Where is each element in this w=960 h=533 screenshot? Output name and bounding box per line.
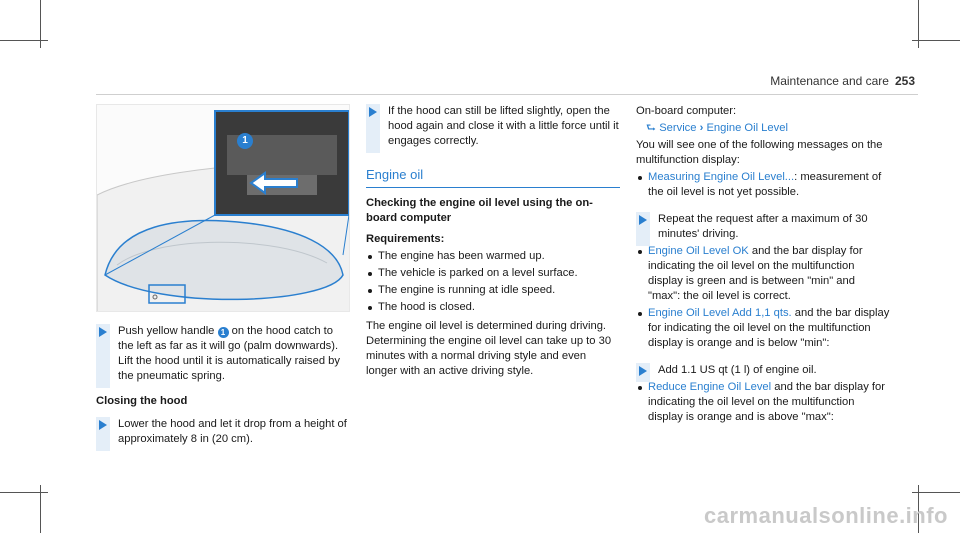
step-text: If the hood can still be lifted slightly, open the hood again and close it with a little force until it engages correctly. [388, 105, 619, 147]
message-item [636, 170, 890, 200]
section-title: Engine oil [366, 167, 620, 188]
display-message: Engine Oil Level OK [648, 245, 749, 257]
crop-mark [0, 492, 48, 493]
section-name: Maintenance and care [770, 74, 889, 88]
instruction-step [96, 324, 350, 384]
task-heading: Checking the engine oil level using the on-board computer [366, 197, 593, 224]
message-item [636, 306, 890, 351]
step-arrow-icon [639, 215, 647, 225]
crop-mark [912, 40, 960, 41]
step-text: on the hood catch to the left as far as it will go (palm downwards). Lift the hood until it is automatically raised by the pneumatic spring. [118, 325, 341, 382]
requirement-item: The hood is closed. [366, 300, 620, 315]
message-text: and the bar display for indicating the oil level on the multifunction display is orange and is above "max": [648, 381, 885, 423]
page-number: 253 [894, 74, 915, 88]
step-text: Lower the hood and let it drop from a height of approximately 8 in (20 cm). [118, 418, 347, 445]
header-divider [96, 94, 918, 95]
step-text: Repeat the request after a maximum of 30 minutes' driving. [658, 213, 868, 240]
step-arrow-icon [99, 327, 107, 337]
menu-service: Service [659, 122, 697, 134]
step-arrow-icon [369, 107, 377, 117]
step-arrow-icon [99, 420, 107, 430]
requirement-item: The vehicle is parked on a level surface. [366, 266, 620, 281]
requirements-label: Requirements: [366, 233, 445, 245]
crop-mark [912, 492, 960, 493]
message-item [636, 380, 890, 425]
column-left [96, 104, 350, 447]
onboard-label: On-board computer: [636, 105, 737, 117]
callout-badge: 1 [218, 327, 229, 338]
menu-path [646, 121, 890, 136]
page-header [770, 74, 915, 89]
instruction-step [366, 104, 620, 149]
hood-illustration [96, 104, 350, 312]
message-text: : measurement of the oil level is not yet possible. [648, 171, 882, 198]
step-text: Add 1.1 US qt (1 l) of engine oil. [658, 364, 817, 376]
column-right [636, 104, 890, 425]
instruction-step [636, 363, 890, 378]
message-text: and the bar display for indicating the oil level on the multifunction display is orange and is below "min": [648, 307, 890, 349]
instruction-step [636, 212, 890, 242]
message-text: and the bar display for indicating the oil level on the multifunction display is green and is between "min" and "max": the oil level is correct. [648, 245, 863, 302]
crop-mark [0, 40, 48, 41]
paragraph: The engine oil level is determined during driving. Determining the engine oil level can take up to 30 minutes with a normal driving style and even longer with an active driving style. [366, 320, 612, 377]
instruction-step [96, 417, 350, 447]
step-arrow-icon [639, 366, 647, 376]
callout-badge: 1 [237, 133, 253, 149]
requirement-item: The engine has been warmed up. [366, 249, 620, 264]
column-middle [366, 104, 620, 379]
display-message: Reduce Engine Oil Level [648, 381, 772, 393]
menu-engine-oil-level: Engine Oil Level [706, 122, 788, 134]
paragraph: You will see one of the following messages on the multifunction display: [636, 139, 883, 166]
menu-separator-icon: › [699, 122, 704, 134]
watermark: carmanualsonline.info [704, 503, 948, 528]
requirement-item: The engine is running at idle speed. [366, 283, 620, 298]
step-text: Push yellow handle [118, 325, 215, 337]
display-message: Measuring Engine Oil Level... [648, 171, 795, 183]
display-message: Engine Oil Level Add 1,1 qts. [648, 307, 792, 319]
car-hood-drawing [97, 105, 350, 312]
menu-return-icon: ⮑ [646, 122, 657, 134]
message-item [636, 244, 890, 304]
subheading: Closing the hood [96, 395, 188, 407]
